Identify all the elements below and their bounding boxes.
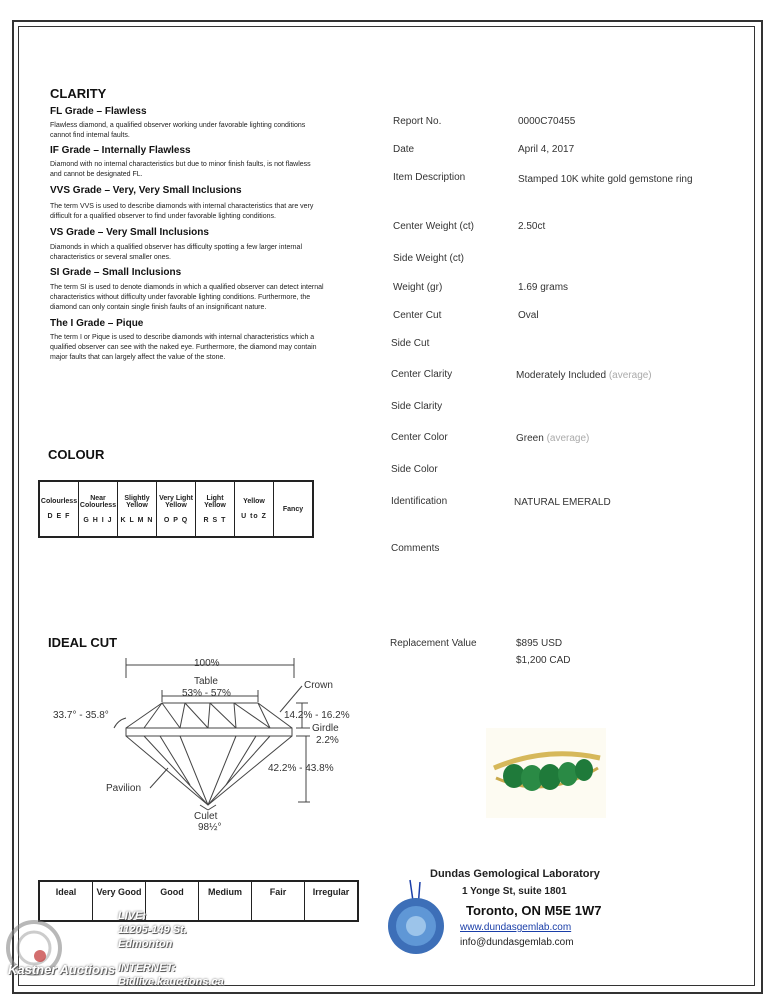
grade-if-heading: IF Grade – Internally Flawless [50, 145, 191, 156]
grade-vs-text: Diamonds in which a qualified observer has difficulty spotting a few larger internal characteristics or several smaller ones. [50, 244, 303, 261]
colour-cell: Light Yellow R S T [196, 481, 235, 537]
field-label-identification: Identification [391, 496, 448, 507]
field-label-date: Date [393, 144, 415, 155]
field-value-identification: NATURAL EMERALD [514, 497, 611, 508]
field-value-weight-gr: 1.69 grams [518, 282, 569, 293]
field-value-date: April 4, 2017 [518, 144, 575, 155]
ring-photo [486, 728, 606, 818]
lab-seal-hologram [380, 878, 450, 958]
watermark-live-address: 11205-149 St. [118, 924, 187, 936]
field-label-center-cut: Center Cut [393, 310, 442, 321]
colour-cell: Very Light Yellow O P Q [157, 481, 196, 537]
crown-label: Crown [304, 680, 333, 691]
field-label-side-clarity: Side Clarity [391, 401, 443, 412]
grade-vvs-heading: VVS Grade – Very, Very Small Inclusions [50, 185, 242, 196]
field-note-center-color: (average) [546, 433, 590, 444]
cut-grade-cell: Good [146, 881, 199, 921]
field-label-item-description: Item Description [393, 172, 466, 183]
field-label-report-no: Report No. [393, 116, 442, 127]
table-range-label: 53% - 57% [182, 688, 231, 699]
colour-cell: Slightly Yellow K L M N [118, 481, 157, 537]
cut-grade-cell: Very Good [93, 881, 146, 921]
field-label-center-color: Center Color [391, 432, 448, 443]
lab-email[interactable]: info@dundasgemlab.com [460, 937, 574, 948]
watermark-internet-label: INTERNET: [118, 962, 176, 974]
grade-vvs-text: The term VVS is used to describe diamonds with internal characteristics that are very difficult for a qualified observer to find under favorable lighting conditions. [50, 203, 314, 220]
field-value-center-cut: Oval [518, 310, 539, 321]
grade-i-heading: The I Grade – Pique [50, 318, 144, 329]
field-label-side-color: Side Color [391, 464, 438, 475]
cut-grade-cell: Fair [252, 881, 305, 921]
grade-si-heading: SI Grade – Small Inclusions [50, 267, 182, 278]
crown-angle-label: 33.7° - 35.8° [53, 710, 109, 721]
cut-grade-cell: Medium [199, 881, 252, 921]
lab-website-link[interactable]: www.dundasgemlab.com [460, 922, 572, 933]
ideal-cut-title: IDEAL CUT [48, 635, 118, 650]
watermark-live-label: LIVE: [118, 910, 147, 922]
culet-value-label: 98½° [198, 822, 222, 833]
field-value-center-clarity: Moderately Included (average) [516, 370, 652, 381]
field-value-report-no: 0000C70455 [518, 116, 576, 127]
watermark-live-city: Edmonton [118, 938, 173, 950]
pavilion-depth-label: 42.2% - 43.8% [268, 763, 334, 774]
field-label-side-weight: Side Weight (ct) [393, 253, 464, 264]
watermark-brand: Kastner Auctions [8, 962, 116, 977]
girdle-label: Girdle [312, 723, 339, 734]
crown-height-label: 14.2% - 16.2% [284, 710, 350, 721]
grade-if-text: Diamond with no internal characteristics but due to minor finish faults, is not flawless and cannot be designated FL. [50, 161, 311, 178]
colour-cell: Fancy [274, 481, 314, 537]
table-label: Table [194, 676, 218, 687]
field-note-center-clarity: (average) [608, 370, 652, 381]
colour-cell: Yellow U to Z [235, 481, 274, 537]
cut-grade-cell: Irregular [305, 881, 359, 921]
culet-label: Culet [194, 811, 218, 822]
field-label-center-clarity: Center Clarity [391, 369, 453, 380]
grade-fl-text: Flawless diamond, a qualified observer working under favorable lighting conditions cannot find internal faults. [50, 122, 306, 139]
grade-si-text: The term SI is used to denote diamonds in which a qualified observer can detect internal characteristics without difficulty under favorable lighting conditions. Furthermore, the diamond can only contain single finish faults of an insignificant nature. [50, 284, 324, 311]
pavilion-label: Pavilion [106, 783, 142, 794]
field-label-weight-gr: Weight (gr) [393, 282, 443, 293]
lab-address: 1 Yonge St, suite 1801 [462, 886, 567, 897]
replacement-value-label: Replacement Value [390, 638, 477, 649]
replacement-value-cad: $1,200 CAD [516, 655, 571, 666]
field-label-comments: Comments [391, 543, 440, 554]
replacement-value-usd: $895 USD [516, 638, 563, 649]
grade-vs-heading: VS Grade – Very Small Inclusions [50, 227, 209, 238]
watermark-internet-site: Bidlive.kauctions.ca [118, 976, 224, 988]
width-label: 100% [194, 658, 220, 669]
colour-cell: Colourless D E F [39, 481, 79, 537]
field-value-item-description: Stamped 10K white gold gemstone ring [518, 174, 693, 185]
colour-title: COLOUR [48, 447, 105, 462]
grade-fl-heading: FL Grade – Flawless [50, 106, 147, 117]
field-value-center-color: Green (average) [516, 433, 590, 444]
grade-i-text: The term I or Pique is used to describe diamonds with internal characteristics which a qualified observer can see with the naked eye. Furthermore, the diamond may contain major faults that can largely affect the value of the stone. [50, 334, 317, 361]
field-value-center-weight: 2.50ct [518, 221, 546, 232]
clarity-title: CLARITY [50, 86, 107, 101]
field-label-side-cut: Side Cut [391, 338, 430, 349]
colour-scale-table [38, 480, 314, 538]
colour-cell: Near Colourless G H I J [79, 481, 118, 537]
girdle-value-label: 2.2% [316, 735, 339, 746]
cut-grade-cell: Ideal [39, 881, 93, 921]
lab-name: Dundas Gemological Laboratory [430, 868, 600, 880]
field-label-center-weight: Center Weight (ct) [393, 221, 474, 232]
lab-city: Toronto, ON M5E 1W7 [466, 903, 602, 918]
